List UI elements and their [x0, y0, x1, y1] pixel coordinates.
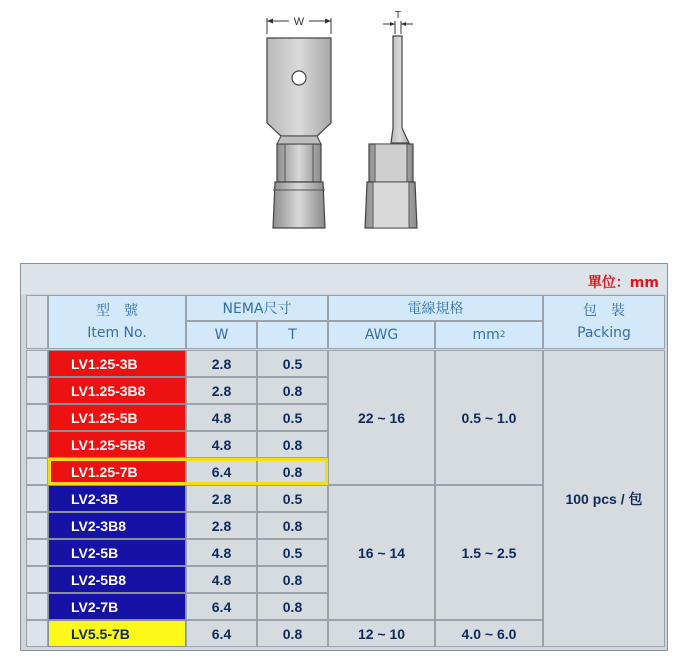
row-blank-cell: [26, 593, 48, 620]
t-dimension: [383, 10, 413, 34]
item-no-cell: LV2-3B8: [48, 512, 186, 539]
t-cell: 0.5: [257, 485, 328, 512]
item-no-cell: LV2-5B8: [48, 566, 186, 593]
t-cell: 0.8: [257, 458, 328, 485]
nema-header: NEMA尺寸: [186, 295, 328, 321]
mm2-group-1: 0.5 ~ 1.0: [435, 350, 543, 485]
row-blank-cell: [26, 566, 48, 593]
row-blank-cell: [26, 377, 48, 404]
w-cell: 4.8: [186, 539, 257, 566]
terminal-side-view: [365, 36, 417, 228]
mm2-group-2: 1.5 ~ 2.5: [435, 485, 543, 620]
terminal-drawing: [255, 8, 425, 233]
mm2-group-3: 4.0 ~ 6.0: [435, 620, 543, 647]
item-header: [48, 295, 186, 349]
w-cell: 6.4: [186, 458, 257, 485]
item-no-cell: LV1.25-3B: [48, 350, 186, 377]
t-cell: 0.8: [257, 512, 328, 539]
mm2-header-sup: 2: [499, 330, 506, 340]
item-no-cell: LV1.25-7B: [48, 458, 186, 485]
awg-header: AWG: [328, 321, 435, 349]
w-cell: 4.8: [186, 404, 257, 431]
packing-cell: 100 pcs / 包: [543, 350, 665, 647]
t-cell: 0.8: [257, 566, 328, 593]
w-dimension: [267, 16, 331, 34]
awg-group-3: 12 ~ 10: [328, 620, 435, 647]
w-cell: 2.8: [186, 350, 257, 377]
row-blank-cell: [26, 350, 48, 377]
mm2-header-text: mm: [472, 327, 500, 343]
item-no-cell: LV1.25-5B: [48, 404, 186, 431]
w-cell: 2.8: [186, 377, 257, 404]
row-blank-cell: [26, 458, 48, 485]
terminal-front-view: [267, 38, 331, 228]
wire-spec-header: 電線規格: [328, 295, 543, 321]
w-cell: 4.8: [186, 566, 257, 593]
item-no-cell: LV1.25-5B8: [48, 431, 186, 458]
t-cell: 0.8: [257, 593, 328, 620]
item-header-cn: 型 號: [96, 303, 138, 319]
awg-group-2: 16 ~ 14: [328, 485, 435, 620]
w-cell: 6.4: [186, 593, 257, 620]
row-blank-cell: [26, 485, 48, 512]
item-no-cell: LV2-5B: [48, 539, 186, 566]
t-cell: 0.8: [257, 431, 328, 458]
w-dimension-label: W: [293, 16, 305, 28]
item-header-en: Item No.: [87, 325, 147, 341]
blank-header-cell: [26, 295, 48, 349]
spec-table: [20, 263, 668, 651]
item-no-cell: LV2-3B: [48, 485, 186, 512]
t-dimension-label: T: [394, 10, 402, 21]
row-blank-cell: [26, 539, 48, 566]
awg-group-1: 22 ~ 16: [328, 350, 435, 485]
row-blank-cell: [26, 431, 48, 458]
w-cell: 4.8: [186, 431, 257, 458]
t-cell: 0.5: [257, 539, 328, 566]
t-cell: 0.8: [257, 620, 328, 647]
t-header: T: [257, 321, 328, 349]
packing-header: [543, 295, 665, 349]
t-cell: 0.5: [257, 350, 328, 377]
w-cell: 2.8: [186, 485, 257, 512]
terminal-diagram: [255, 8, 425, 233]
packing-header-cn: 包 裝: [583, 303, 625, 319]
unit-label: 單位：mm: [587, 275, 659, 291]
row-blank-cell: [26, 512, 48, 539]
item-no-cell: LV1.25-3B8: [48, 377, 186, 404]
item-no-cell: LV5.5-7B: [48, 620, 186, 647]
packing-header-en: Packing: [577, 325, 631, 341]
row-blank-cell: [26, 404, 48, 431]
t-cell: 0.8: [257, 377, 328, 404]
unit-row: [21, 264, 667, 294]
t-cell: 0.5: [257, 404, 328, 431]
mm2-header: [435, 321, 543, 349]
w-cell: 2.8: [186, 512, 257, 539]
w-header: W: [186, 321, 257, 349]
row-blank-cell: [26, 620, 48, 647]
item-no-cell: LV2-7B: [48, 593, 186, 620]
w-cell: 6.4: [186, 620, 257, 647]
